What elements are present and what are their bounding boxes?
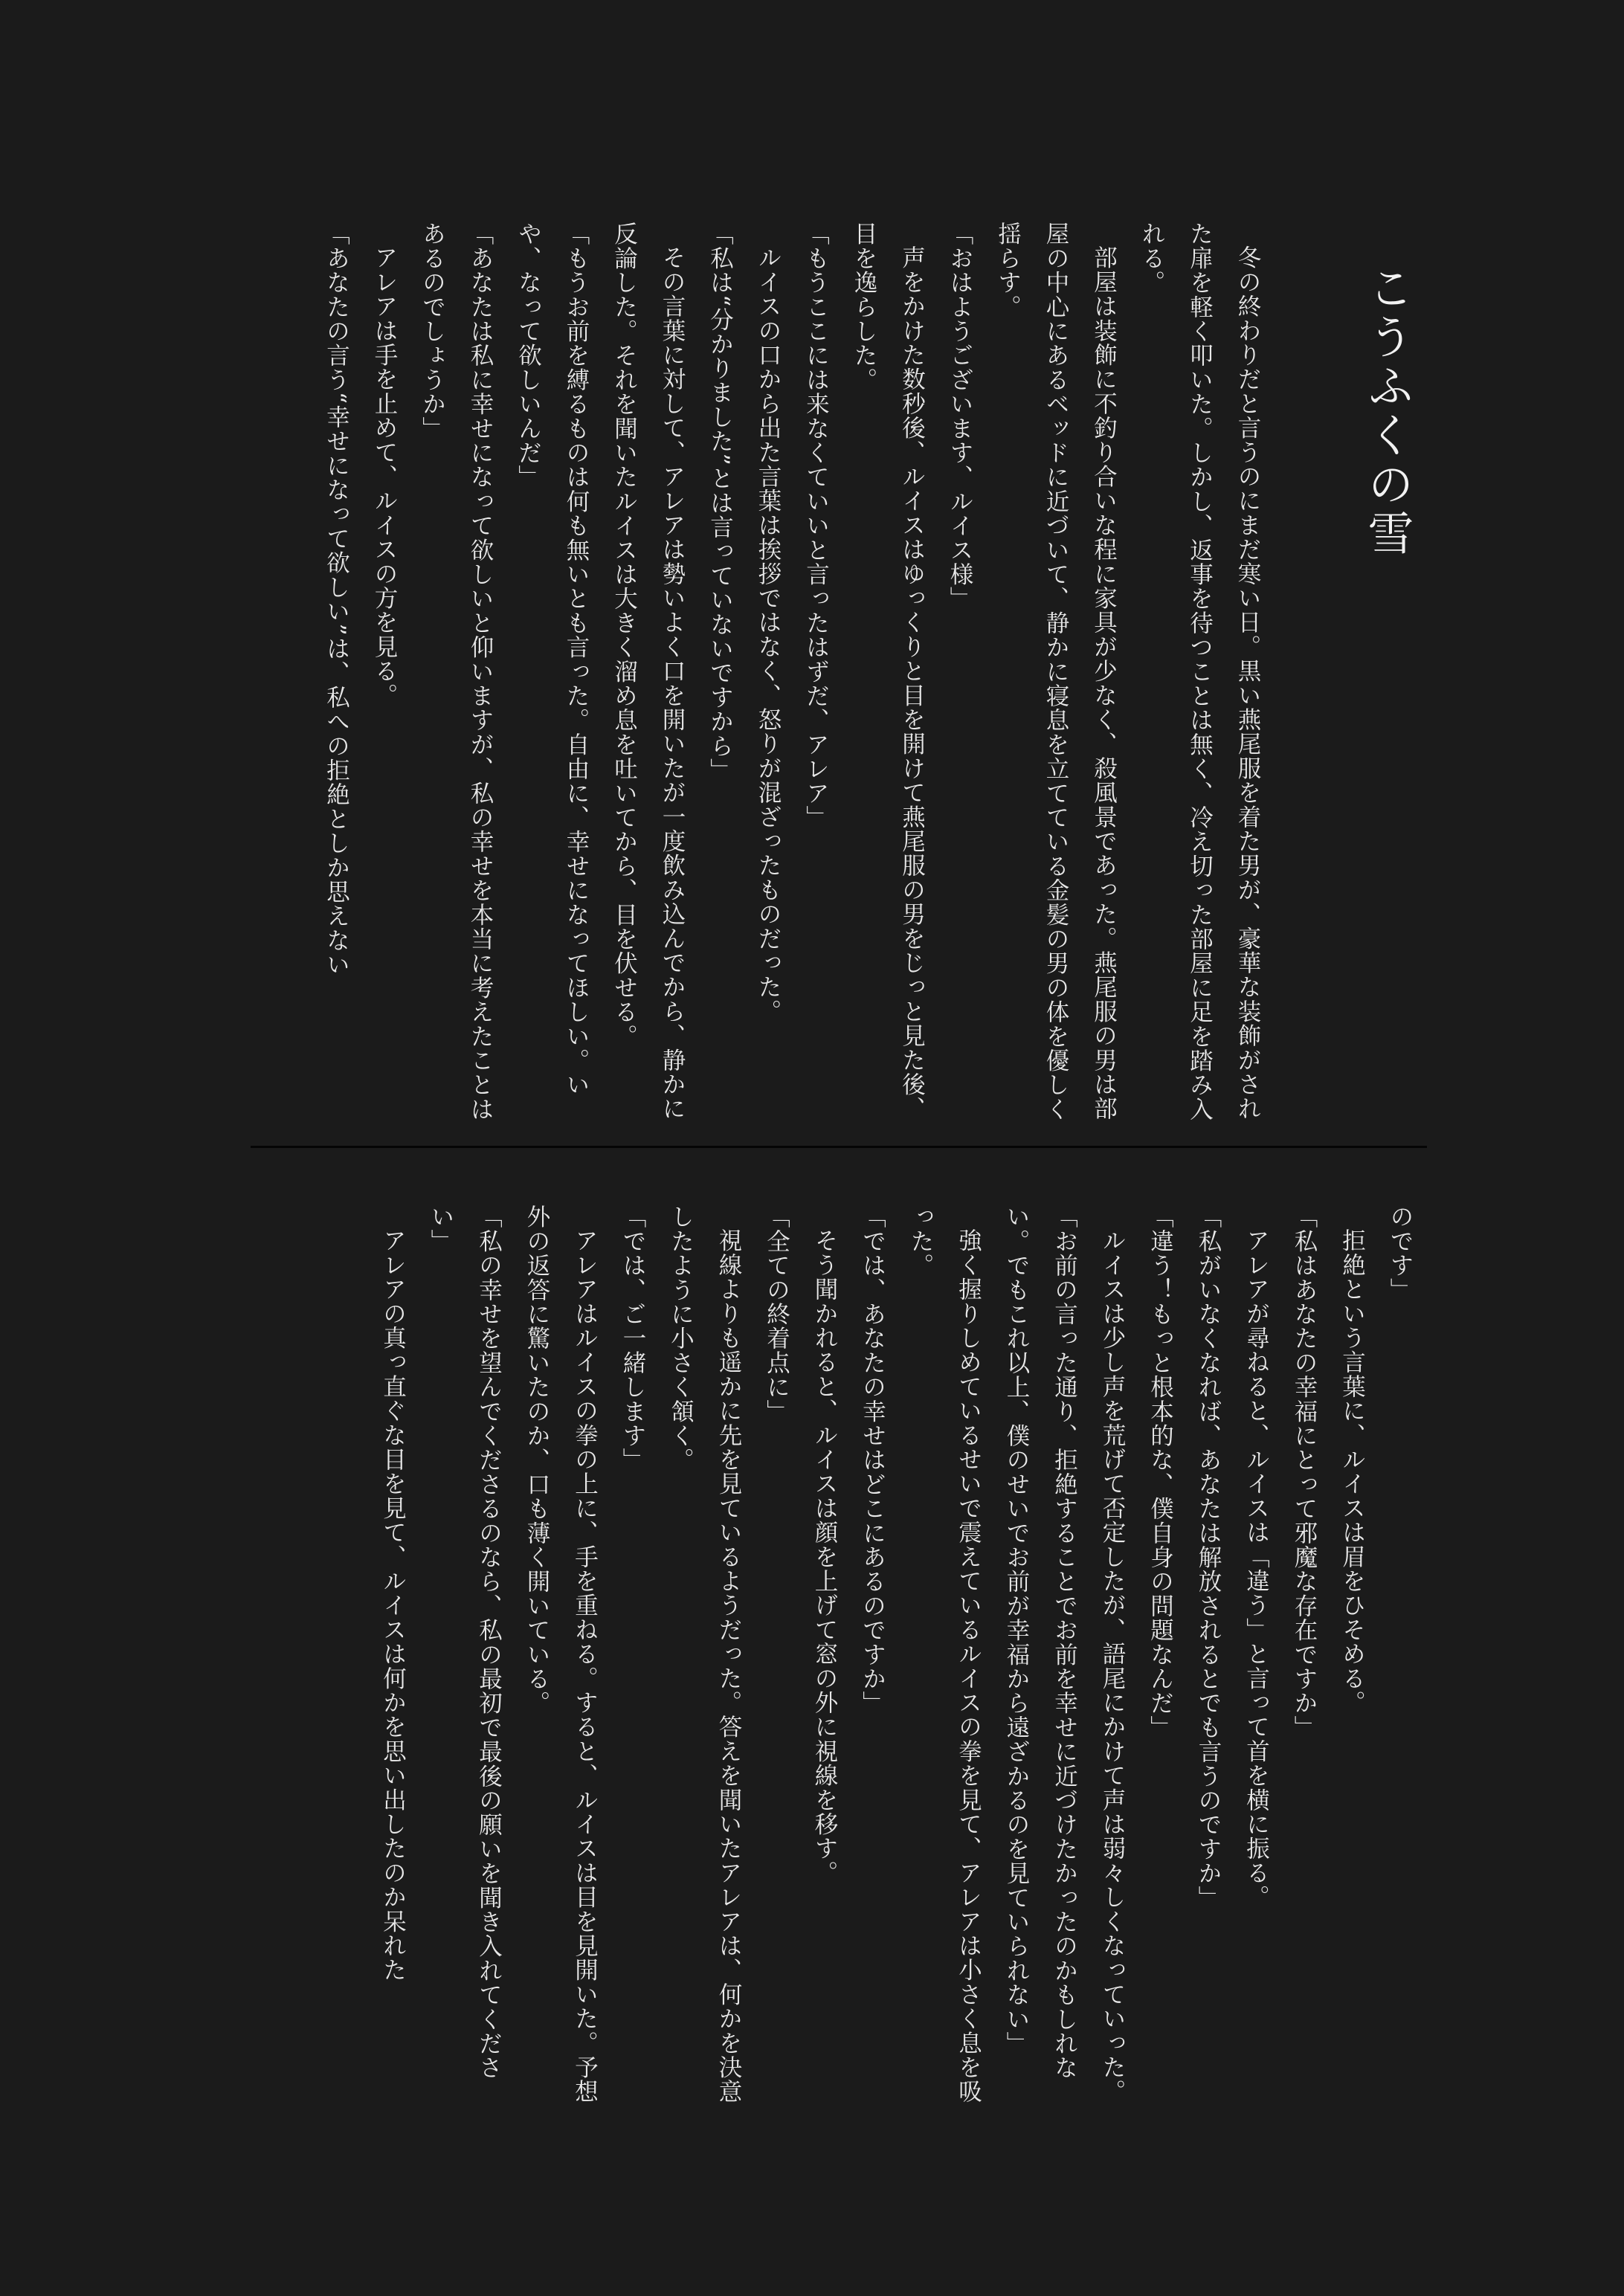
dialogue-line: 「あなたは私に幸せになって欲しいと仰いますが、私の幸せを本当に考えたことはあるのでしょうか」 [419, 222, 494, 1121]
paragraph: アレアの真っ直ぐな目を見て、ルイスは何かを思い出したのか呆れた [379, 1228, 407, 1982]
paragraph: アレアが尋ねると、ルイスは「違う」と言って首を横に振る。 [1243, 1228, 1270, 1909]
dialogue-line: 「お前の言った通り、拒絶することでお前を幸せに近づけたかったのかもしれない。でもこれ以上、僕のせいでお前が幸福から遠ざかるのを見ていられない」 [1003, 1205, 1078, 2080]
dialogue-line: 「私は“分かりました”とは言っていないですから」 [706, 222, 734, 783]
paragraph: アレアは手を止めて、ルイスの方を見る。 [371, 245, 398, 707]
dialogue-line: 「私の幸せを望んでくださるのなら、私の最初で最後の願いを聞き入れてください」 [428, 1205, 503, 2080]
dialogue-line: 「あなたの言う“幸せになって欲しい”は、私への拒絶としか思えない [323, 222, 350, 977]
paragraph: 視線よりも遥かに先を見ているようだった。答えを聞いたアレアは、何かを決意したように小さく頷く。 [667, 1205, 742, 2103]
story-title: こうふくの雪 [1360, 264, 1414, 558]
dialogue-line: 「もうここには来なくていいと言ったはずだ、アレア」 [802, 222, 830, 830]
text-block-lower [253, 1205, 1424, 2112]
paragraph: 拒絶という言葉に、ルイスは眉をひそめる。 [1338, 1228, 1366, 1715]
paragraph: ルイスは少し声を荒げて否定したが、語尾にかけて声は弱々しくなっていった。 [1099, 1228, 1126, 2103]
paragraph: その言葉に対して、アレアは勢いよく口を開いたが一度飲み込んでから、静かに反論した。それを聞いたルイスは大きく溜め息を吐いてから、目を伏せる。 [610, 222, 686, 1120]
dialogue-line: 「もうお前を縛るものは何も無いとも言った。自由に、幸せになってほしい。いや、なって欲しいんだ」 [515, 222, 590, 1097]
dialogue-line: 「おはようございます、ルイス様」 [947, 222, 973, 611]
paragraph: 部屋は装飾に不釣り合いな程に家具が少なく、殺風景であった。燕尾服の男は部屋の中心にあるベッドに近づいて、静かに寝息を立てている金髪の男の体を優しく揺らす。 [994, 222, 1118, 1121]
paragraph: ルイスの口から出た言葉は挨拶ではなく、怒りが混ざったものだった。 [755, 245, 782, 1023]
paragraph: 強く握りしめているせいで震えているルイスの拳を見て、アレアは小さく息を吸った。 [907, 1205, 982, 2103]
dialogue-line: のです」 [1387, 1205, 1414, 1302]
dialogue-line: 「私はあなたの幸福にとって邪魔な存在ですか」 [1291, 1205, 1318, 1740]
dialogue-line: 「では、ご一緒します」 [619, 1205, 646, 1472]
paragraph: 声をかけた数秒後、ルイスはゆっくりと目を開けて燕尾服の男をじっと見た後、目を逸らした。 [851, 222, 926, 1120]
dialogue-line: 「全ての終着点に」 [763, 1205, 790, 1424]
paragraph: そう聞かれると、ルイスは顔を上げて窓の外に視線を移す。 [811, 1228, 838, 1885]
dialogue-line: 「違う！もっと根本的な、僕自身の問題なんだ」 [1147, 1205, 1174, 1740]
text-block-upper [253, 222, 1272, 1121]
section-divider [251, 1146, 1427, 1148]
dialogue-line: 「では、あなたの幸せはどこにあるのですか」 [859, 1205, 886, 1715]
paragraph: 冬の終わりだと言うのにまだ寒い日。黒い燕尾服を着た男が、豪華な装飾がされた扉を軽く叩いた。しかし、返事を待つことは無く、冷え切った部屋に足を踏み入れる。 [1138, 222, 1261, 1121]
dialogue-line: 「私がいなくなれば、あなたは解放されるとでも言うのですか」 [1195, 1205, 1222, 1910]
paragraph: アレアはルイスの拳の上に、手を重ねる。すると、ルイスは目を見開いた。予想外の返答に驚いたのか、口も薄く開いている。 [523, 1205, 599, 2103]
